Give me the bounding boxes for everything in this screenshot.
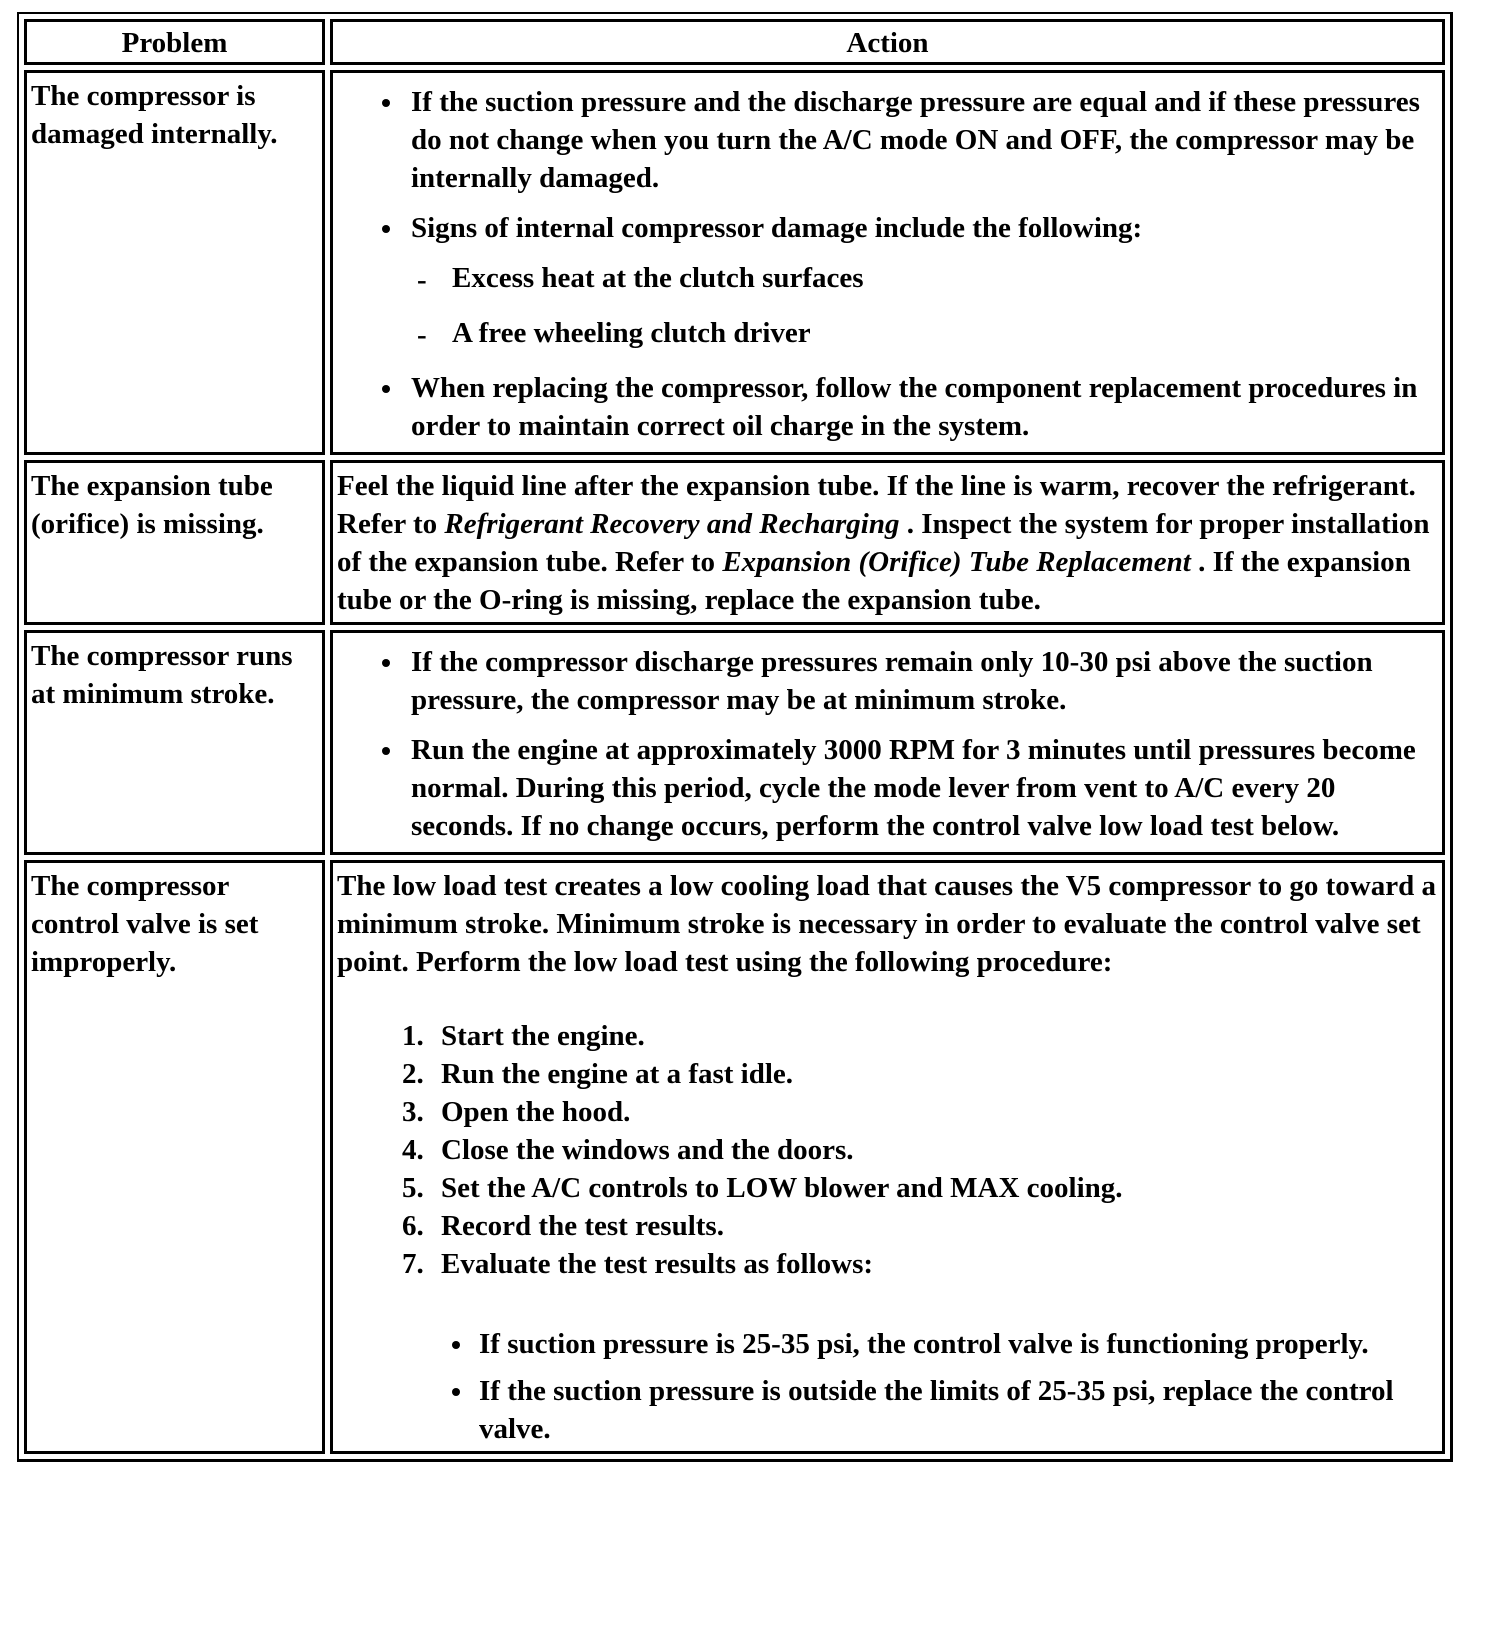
damage-sign-item: - A free wheeling clutch driver — [417, 314, 1438, 352]
header-action: Action — [330, 19, 1445, 65]
table-row — [24, 860, 1445, 1454]
action-bullet-with-sublist — [405, 209, 1438, 352]
damage-sign-item: - Excess heat at the clutch surfaces — [417, 259, 1438, 297]
action-bullet-text: Signs of internal compressor damage include the following: — [411, 212, 1143, 244]
action-cell — [330, 460, 1445, 625]
action-text: Feel the liquid line after the expansion tube. If the line is warm, recover the refrigerant. Refer to — [337, 470, 1416, 540]
problem-cell: The compressor runs at minimum stroke. — [24, 630, 325, 855]
action-cell — [330, 70, 1445, 455]
action-bullet-list — [337, 83, 1438, 445]
expansion-tube-replacement-reference: Expansion (Orifice) Tube Replacement — [722, 546, 1191, 578]
diagnosis-table — [17, 12, 1453, 1462]
table-row — [24, 70, 1445, 455]
procedure-step: 6. Record the test results. — [431, 1207, 1438, 1245]
procedure-step-text: Evaluate the test results as follows: — [441, 1248, 874, 1280]
procedure-step: 4. Close the windows and the doors. — [431, 1131, 1438, 1169]
procedure-step: 1. Start the engine. — [431, 1017, 1438, 1055]
procedure-steps — [337, 1017, 1438, 1448]
procedure-step: 5. Set the A/C controls to LOW blower and MAX cooling. — [431, 1169, 1438, 1207]
action-text: . Inspect the system for proper installation of the expansion tube. Refer to — [337, 508, 1430, 578]
action-bullet: • If the compressor discharge pressures remain only 10-30 psi above the suction pressure, the compressor may be at minimum stroke. — [405, 643, 1438, 719]
low-load-test-intro: The low load test creates a low cooling load that causes the V5 compressor to go toward a minimum stroke. Minimum stroke is necessary in order to evaluate the control valve set point. Perform the low load test using the following procedure: — [337, 870, 1436, 978]
refrigerant-recovery-reference: Refrigerant Recovery and Recharging — [444, 508, 900, 540]
table-row — [24, 460, 1445, 625]
header-problem: Problem — [24, 19, 325, 65]
procedure-step: 3. Open the hood. — [431, 1093, 1438, 1131]
action-bullet-list — [337, 643, 1438, 845]
header-row — [24, 19, 1445, 65]
procedure-step: 2. Run the engine at a fast idle. — [431, 1055, 1438, 1093]
action-cell — [330, 630, 1445, 855]
action-bullet: • If the suction pressure and the discharge pressure are equal and if these pressures do not change when you turn the A/C mode ON and OFF, the compressor may be internally damaged. — [405, 83, 1438, 197]
table-row — [24, 630, 1445, 855]
action-text: . If the expansion tube or the O-ring is missing, replace the expansion tube. — [337, 546, 1411, 616]
problem-cell: The compressor is damaged internally. — [24, 70, 325, 455]
problem-cell: The compressor control valve is set improperly. — [24, 860, 325, 1454]
action-bullet: • Run the engine at approximately 3000 RPM for 3 minutes until pressures become normal. During this period, cycle the mode lever from vent to A/C every 20 seconds. If no change occurs, perform the control valve low load test below. — [405, 731, 1438, 845]
action-bullet: • When replacing the compressor, follow the component replacement procedures in order to maintain correct oil charge in the system. — [405, 369, 1438, 445]
problem-cell: The expansion tube (orifice) is missing. — [24, 460, 325, 625]
test-result-item: • If suction pressure is 25-35 psi, the control valve is functioning properly. — [475, 1325, 1438, 1363]
test-results-list — [441, 1325, 1438, 1448]
test-result-item: • If the suction pressure is outside the limits of 25-35 psi, replace the control valve. — [475, 1372, 1438, 1448]
procedure-step-with-results — [431, 1245, 1438, 1448]
damage-signs-list — [411, 259, 1438, 352]
action-cell — [330, 860, 1445, 1454]
